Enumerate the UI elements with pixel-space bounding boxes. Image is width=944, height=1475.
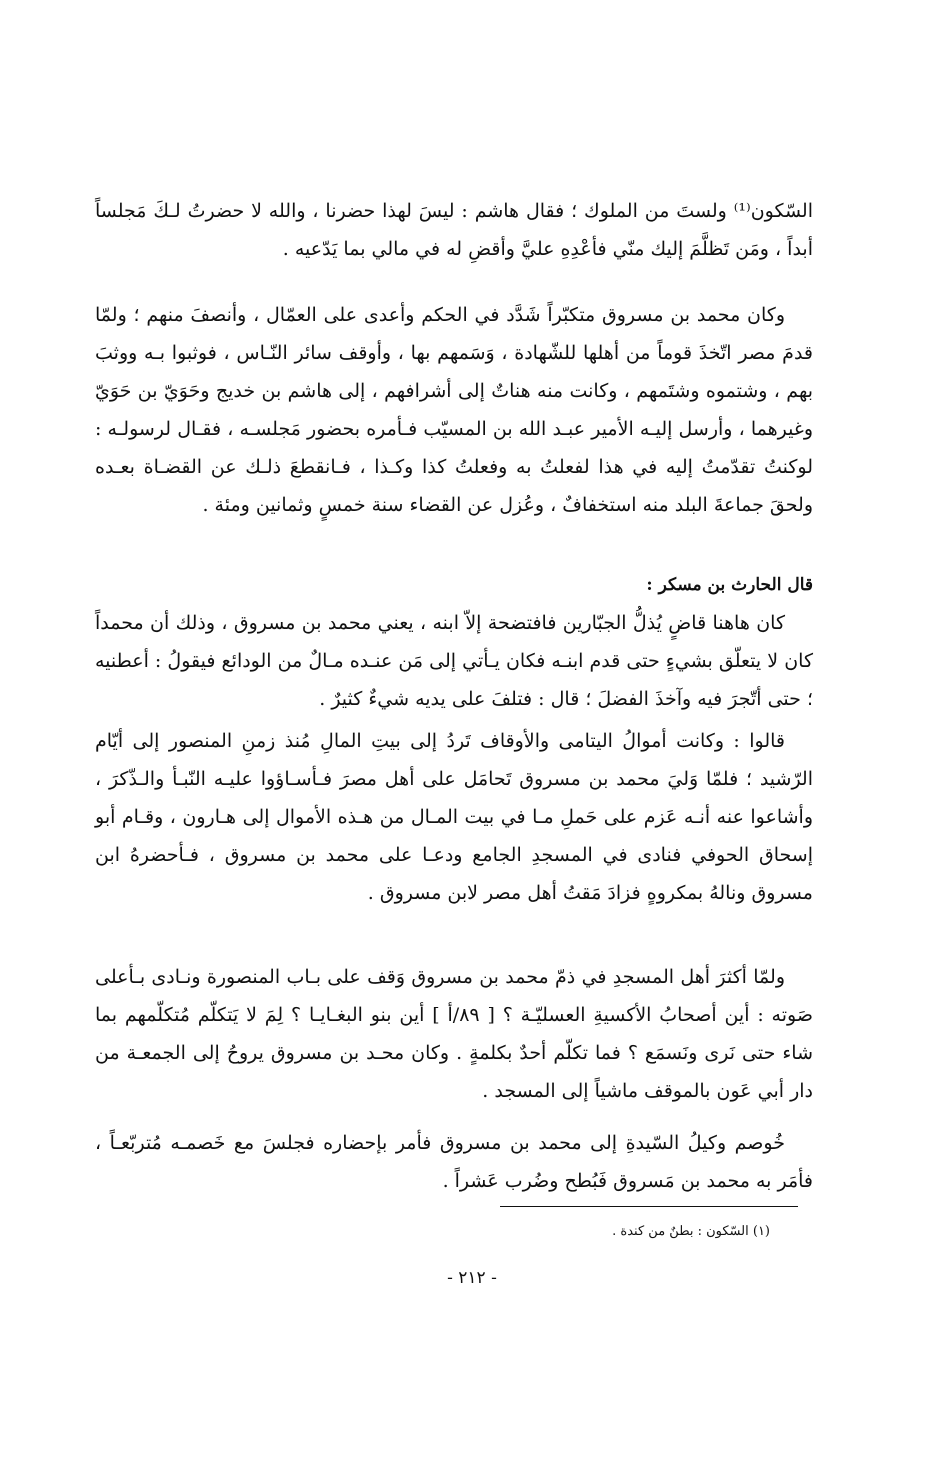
paragraph-5: ولمّا أكثرَ أهل المسجدِ في ذمّ محمد بن مسروق وَقف على بـاب المنصورة ونـادى بـأعلى صَوته : أين أصحابُ الأكسيةِ العسليّـة ؟ [ ٨٩/أ ] أين بنو البغـايـا ؟ لِمَ لا يَتكلّم مُتكلّمهم بما شاء حتى نَرى ونَسمَع ؟ فما تكلّم أحدٌ بكلمةٍ . وكان محـد بن مسروق يروحُ إلى الجمعـة من دار أبي عَون بالموقف ماشياً إلى المسجد . [95, 966, 813, 1102]
paragraph-3: كان هاهنا قاضٍ يُذلُّ الجبّارين فافتضحة إلاّ ابنه ، يعني محمد بن مسروق ، وذلك أن محمداً كان لا يتعلّق بشيءٍ حتى قدم ابنـه فكان يـأتي إلى مَن عنـده مـالٌ من الودائع فيقولُ : أعطنيه ؛ حتى أتّجرَ فيه وآخذَ الفضلَ ؛ قال : فتلفَ على يديه شيءٌ كثيرٌ . [95, 612, 813, 710]
paragraph-block-2 [95, 296, 813, 524]
footnote: (١) السّكون : بطنٌ من كندة . [612, 1224, 770, 1239]
paragraph-block-6 [95, 1124, 813, 1200]
paragraph-6: خُوصم وكيلُ السّيدةِ إلى محمد بن مسروق فأمر بإحضاره فجلسَ مع خَصمـه مُتربّعـاً ، فأمَر به محمد بن مَسروق فَبُطح وضُرب عَشراً . [95, 1132, 813, 1192]
footnote-divider [500, 1206, 798, 1207]
section-heading: قال الحارث بن مسكر : [646, 575, 813, 595]
paragraph-block-5 [95, 958, 813, 1110]
paragraph-1: السّكون⁽¹⁾ ولستَ من الملوك ؛ فقال هاشم : ليسَ لهذا حضرنا ، والله لا حضرتُ لـكَ مَجلساً أبداً ، ومَن تَظلَّمَ إليك منّي فأعْدِهِ عليَّ وأقضِ له في مالي بما يَدّعيه . [95, 200, 813, 260]
page-number: - ٢١٢ - [447, 1268, 497, 1288]
section-heading-block [95, 566, 813, 604]
paragraph-block-3 [95, 604, 813, 718]
paragraph-block-1 [95, 192, 813, 268]
paragraph-2: وكان محمد بن مسروق متكبّراً شَدَّد في الحكم وأعدى على العمّال ، وأنصفَ منهم ؛ ولمّا قدمَ مصر اتّخذَ قوماً من أهلها للشّهادة ، وَسَمهم بها ، وأوقف سائر النّـاس ، فوثبوا بـه ووثبَ بهم ، وشتموه وشتَمهم ، وكانت منه هناتٌ إلى أشرافهم ، إلى هاشم بن خديج وحَوَيّ بن حَوَيّ وغيرهما ، وأرسل إليـه الأمير عبـد الله بن المسيّب فـأمره بحضور مَجلسـه ، فقـال لرسولـه : لوكنتُ تقدّمتُ إليه في هذا لفعلتُ به وفعلتُ كذا وكـذا ، فـانقطعَ ذلـك عن القضـاة بعـده ولحقَ جماعةَ البلد منه استخفافٌ ، وعُزل عن القضاء سنة خمسٍ وثمانين ومئة . [95, 304, 813, 516]
paragraph-4: قالوا : وكانت أموالُ اليتامى والأوقاف تَردُ إلى بيتِ المالِ مُنذ زمنِ المنصور إلى أيّام الرّشيد ؛ فلمّا وَليَ محمد بن مسروق تَحامَل على أهل مصرَ فـأسـاؤوا عليـه النّبـأ والـذّكرَ ، وأشاعوا عنه أنـه عَزم على حَملِ مـا في بيت المـال من هـذه الأموال إلى هـارون ، وقـام أبو إسحاق الحوفي فنادى في المسجدِ الجامع ودعـا على محمد بن مسروق ، فـأحضرهُ ابن مسروق ونالهُ بمكروهٍ فزادَ مَقتُ أهل مصر لابن مسروق . [95, 730, 813, 904]
paragraph-block-4 [95, 722, 813, 912]
